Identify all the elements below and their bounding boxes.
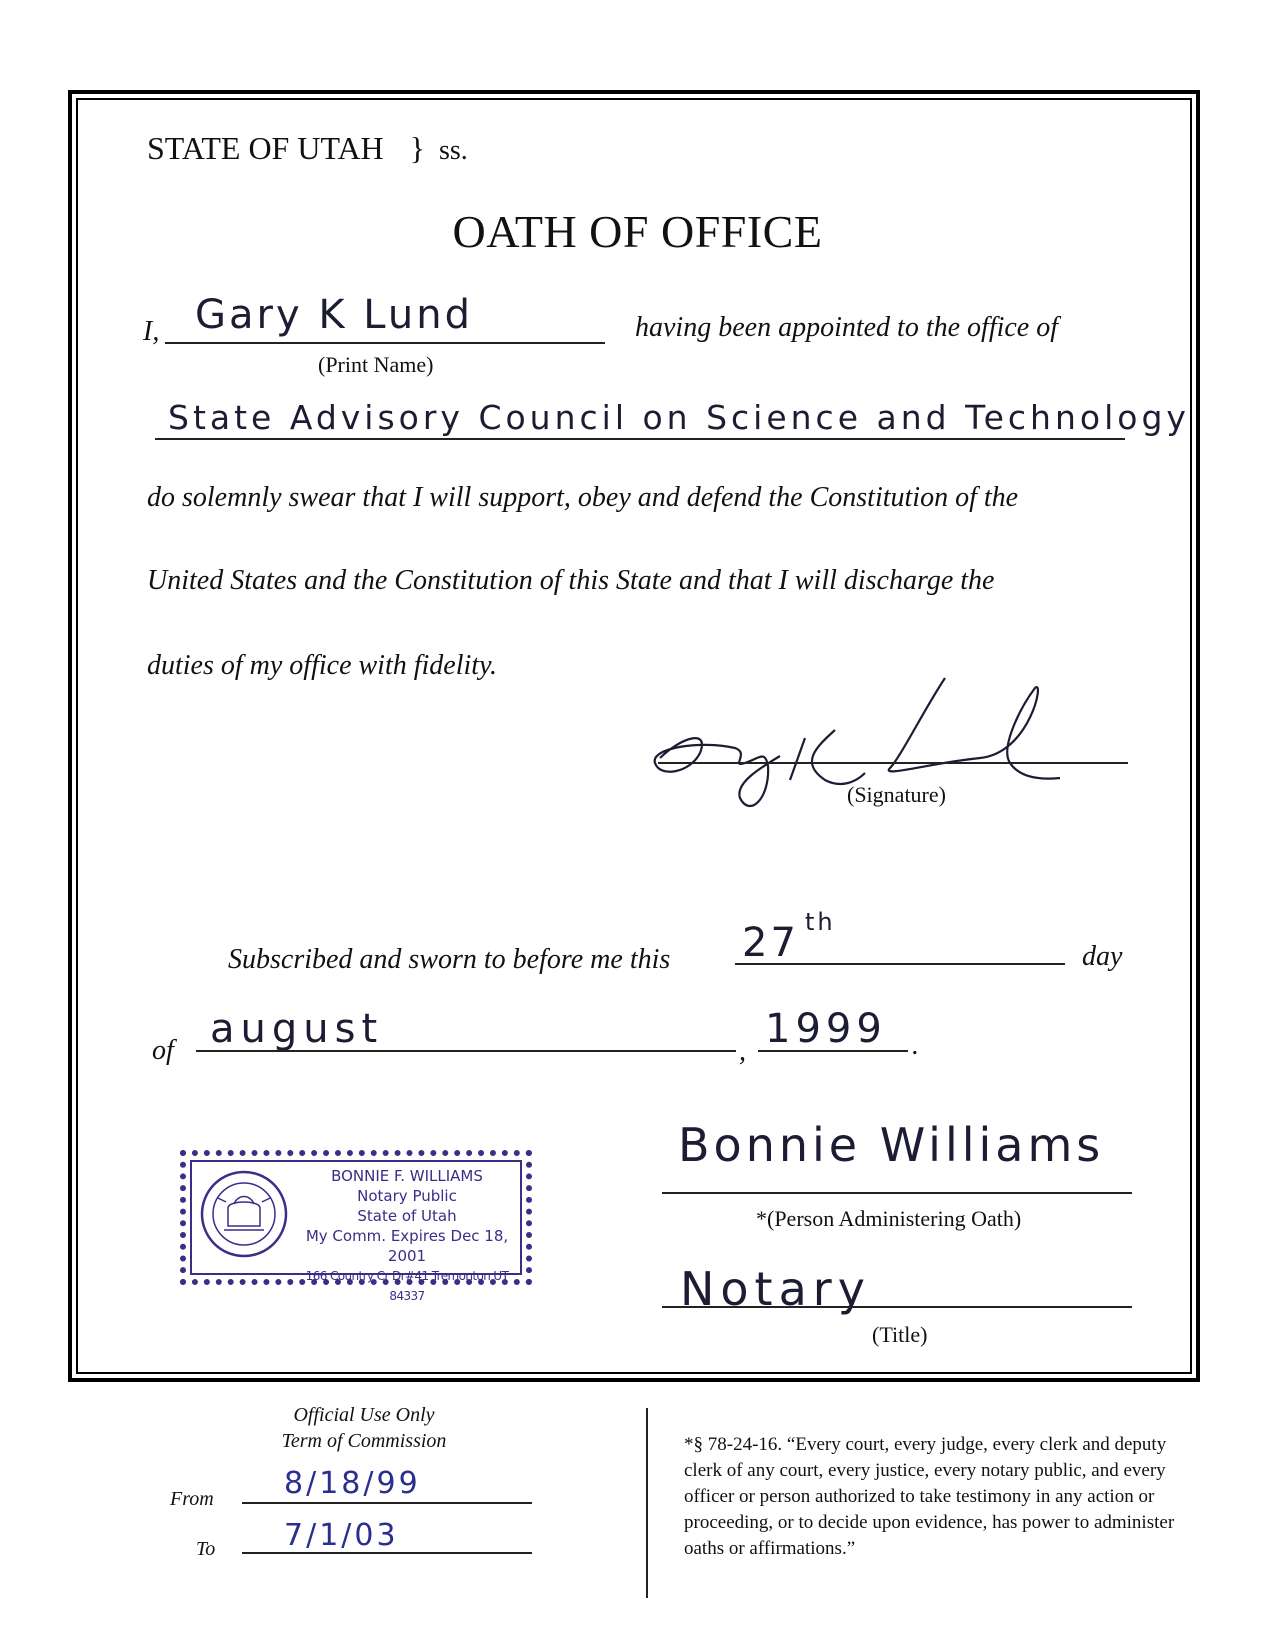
handwritten-day-suffix: th bbox=[805, 908, 836, 936]
stamp-notary-name: BONNIE F. WILLIAMS bbox=[331, 1167, 483, 1185]
subscribed-text: Subscribed and sworn to before me this bbox=[228, 944, 671, 975]
administrator-label: *(Person Administering Oath) bbox=[756, 1206, 1022, 1231]
handwritten-day: 27 bbox=[742, 920, 799, 966]
venue-brace: } bbox=[409, 130, 426, 166]
handwritten-month: august bbox=[210, 1006, 384, 1052]
official-use-line-2: Term of Commission bbox=[281, 1430, 447, 1452]
from-date: 8/18/99 bbox=[284, 1466, 421, 1501]
handwritten-title: Notary bbox=[680, 1262, 871, 1316]
signature-label: (Signature) bbox=[847, 782, 946, 807]
title-line bbox=[662, 1306, 1132, 1308]
administrator-line bbox=[662, 1192, 1132, 1194]
footer-divider bbox=[646, 1408, 648, 1598]
of-label: of bbox=[152, 1035, 174, 1066]
official-use-line-1: Official Use Only bbox=[293, 1404, 435, 1426]
handwritten-name: Gary K Lund bbox=[195, 292, 473, 338]
handwritten-year: 1999 bbox=[765, 1006, 887, 1052]
venue-ss: ss. bbox=[439, 135, 468, 166]
notary-stamp bbox=[180, 1150, 532, 1303]
name-line bbox=[165, 342, 605, 344]
handwritten-office: State Advisory Council on Science and Technology bbox=[168, 398, 1190, 437]
from-line bbox=[242, 1502, 532, 1504]
oath-body-line-3: duties of my office with fidelity. bbox=[147, 650, 497, 681]
to-label: To bbox=[196, 1538, 216, 1560]
day-label: day bbox=[1082, 941, 1123, 972]
oath-body-line-2: United States and the Constitution of this State and that I will discharge the bbox=[147, 565, 995, 596]
venue-header bbox=[147, 130, 468, 167]
office-line bbox=[155, 438, 1125, 440]
stamp-role: Notary Public bbox=[357, 1187, 457, 1205]
official-use-heading bbox=[244, 1402, 484, 1454]
stamp-text bbox=[294, 1166, 520, 1306]
oath-intro: I, bbox=[143, 316, 160, 347]
statute-footnote: *§ 78-24-16. “Every court, every judge, every clerk and deputy clerk of any court, every justice, every notary public, and every officer or person authorized to take testimony in any action or proceeding, or to decide upon evidence, has power to administer oaths or affirmations.” bbox=[684, 1434, 1175, 1559]
date-comma: , bbox=[739, 1036, 746, 1067]
document-title: OATH OF OFFICE bbox=[452, 206, 823, 257]
from-label: From bbox=[170, 1488, 214, 1510]
stamp-state: State of Utah bbox=[357, 1207, 457, 1225]
print-name-label: (Print Name) bbox=[318, 352, 434, 377]
stamp-expires: My Comm. Expires Dec 18, 2001 bbox=[305, 1227, 509, 1265]
signature-line bbox=[658, 762, 1128, 764]
oath-body-line-1: do solemnly swear that I will support, obey and defend the Constitution of the bbox=[147, 482, 1019, 513]
state-seal-icon bbox=[198, 1168, 290, 1260]
date-period: . bbox=[912, 1030, 919, 1061]
stamp-address: 166 Country Cr Dr#41 Tremonton UT 84337 bbox=[305, 1269, 509, 1303]
title-label: (Title) bbox=[872, 1322, 928, 1347]
state-name: STATE OF UTAH bbox=[147, 130, 384, 166]
handwritten-administrator-signature: Bonnie Williams bbox=[678, 1118, 1105, 1172]
to-date: 7/1/03 bbox=[284, 1518, 399, 1553]
appointed-text: having been appointed to the office of bbox=[635, 312, 1059, 343]
